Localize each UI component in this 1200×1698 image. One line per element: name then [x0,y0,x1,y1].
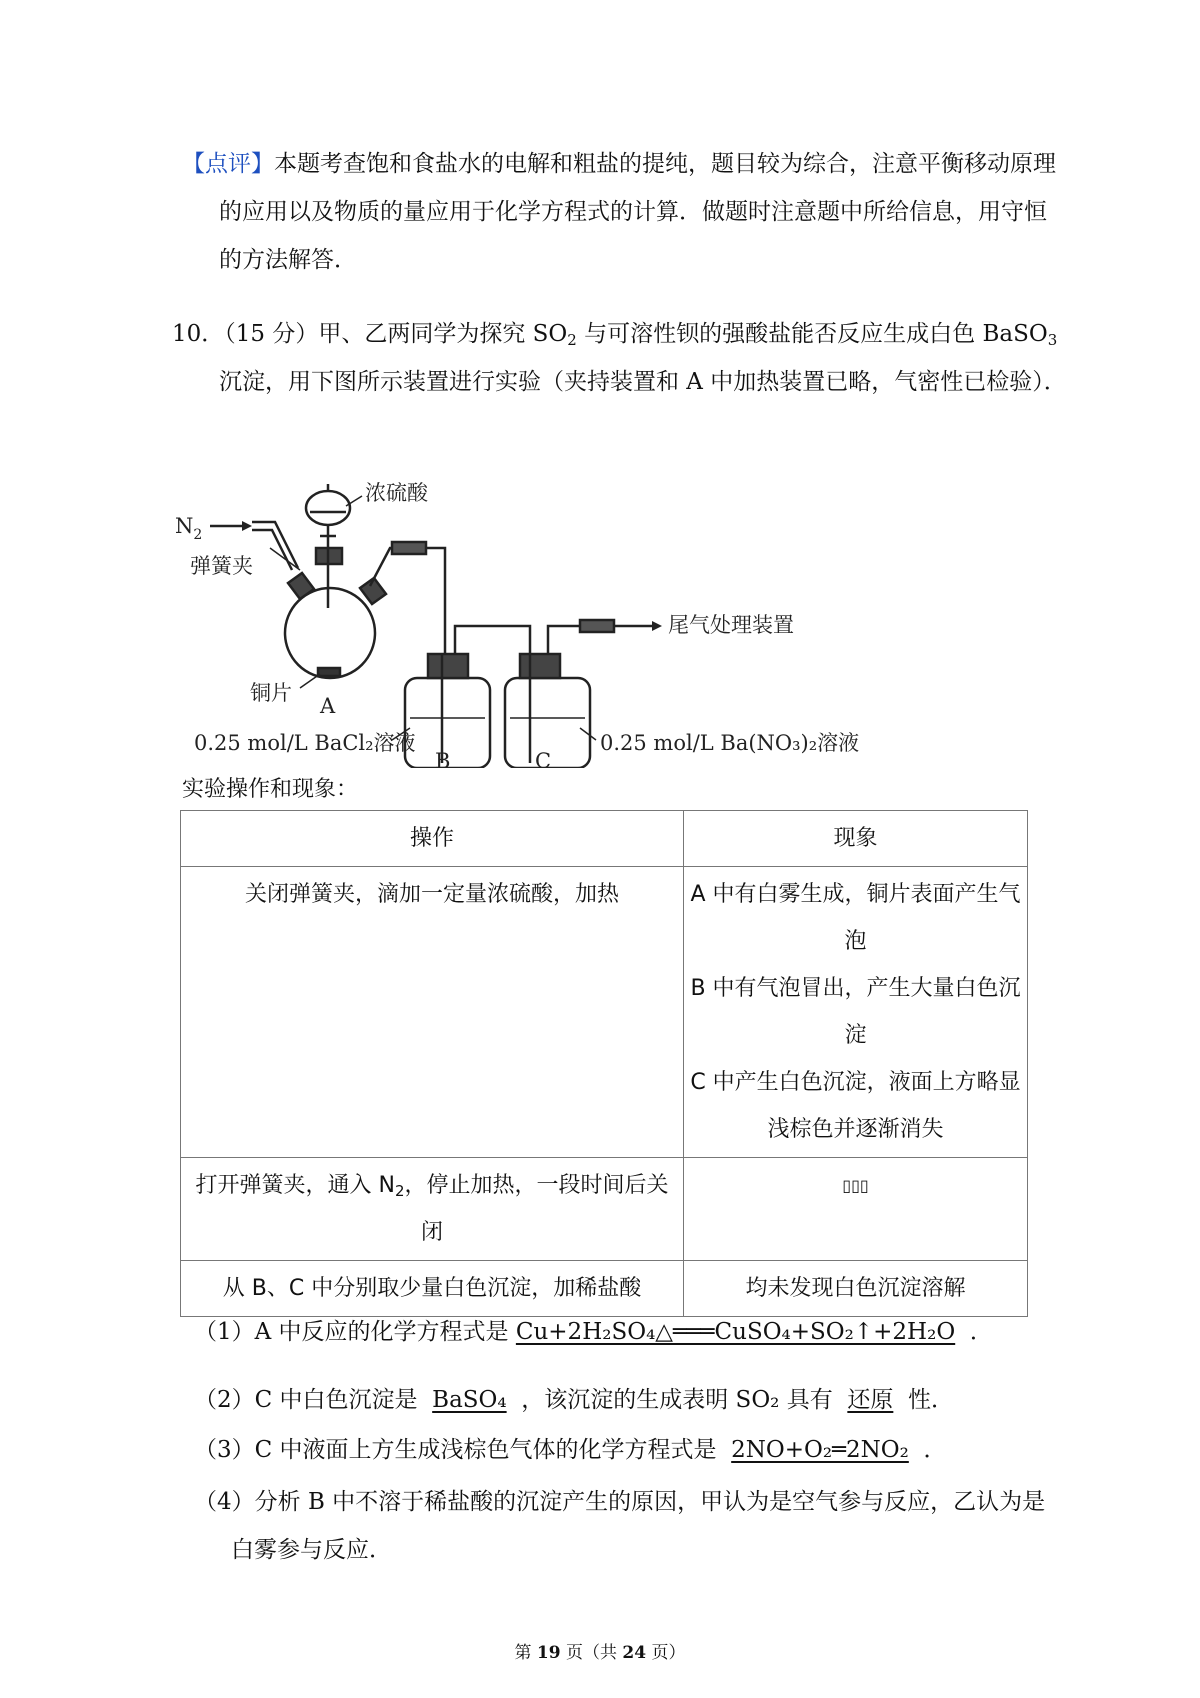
header-phenomenon: 现象 [684,811,1028,867]
n2-label: $N_2$ [175,514,203,543]
answer-1-equation: Cu+2H₂SO₄△═══CuSO₄+SO₂↑+2H₂O [515,1319,956,1345]
table-row [181,1158,1028,1261]
answer-2-middle: ，该沉淀的生成表明 SO₂ 具有 [521,1387,833,1413]
answer-2-prompt: （2）C 中白色沉淀是 [194,1387,418,1413]
row2-operation [181,1158,684,1261]
subscript: 2 [394,1182,405,1200]
row3-phenomenon: 均未发现白色沉淀溶解 [684,1261,1028,1317]
row2-phenomenon: ▯▯▯ [684,1158,1028,1261]
flask-a [285,588,375,678]
stopper [288,573,314,599]
label-a: A [320,694,336,718]
review-tag: 【点评】 [182,151,274,177]
table-caption: 实验操作和现象： [182,777,359,802]
total-pages: 24 [622,1643,647,1663]
footer-text: 页（共 [560,1643,623,1663]
row2-op-text: 打开弹簧夹，通入 N [195,1173,395,1198]
row1-operation: 关闭弹簧夹，滴加一定量浓硫酸，加热 [181,867,684,1158]
row1-phenomenon [684,867,1028,1158]
question-text-1: 甲、乙两同学为探究 SO [318,321,568,347]
subscript: 3 [1047,331,1058,349]
header-operation: 操作 [181,811,684,867]
label-c: C [535,749,552,768]
copper-label: 铜片 [250,681,292,705]
review-text: 本题考查饱和食盐水的电解和粗盐的提纯，题目较为综合，注意平衡移动原理的应用以及物质的量应用于化学方程式的计算．做题时注意题中所给信息，用守恒的方法解答． [219,151,1056,273]
footer-text: 页） [646,1643,686,1663]
question-text-2: 与可溶性钡的强酸盐能否反应生成白色 BaSO [576,321,1048,347]
question-score: （15 分） [224,321,319,347]
question-number: 10． [172,321,225,347]
answer-1-end: ． [969,1319,993,1345]
exhaust-label: 尾气处理装置 [668,613,794,637]
experiment-table [180,810,1028,1317]
clamp-label: 弹簧夹 [190,554,253,578]
answer-2-property: 还原 [847,1387,894,1413]
footer-text: 第 [514,1643,537,1663]
acid-label: 浓硫酸 [365,481,428,505]
separatory-funnel [306,491,350,525]
answer-1 [194,1306,1042,1358]
page-number: 19 [536,1643,561,1663]
phenomenon-b: B 中有气泡冒出，产生大量白色沉淀 [690,976,1021,1048]
answer-3-equation: 2NO+O₂═2NO₂ [731,1437,909,1463]
solution-c-label: 0.25 mol/L Ba(NO₃)₂溶液 [600,731,860,755]
apparatus-diagram [170,478,890,768]
phenomenon-c: C 中产生白色沉淀，液面上方略显浅棕色并逐渐消失 [690,1070,1021,1142]
answer-3-end: ． [923,1437,947,1463]
phenomenon-a: A 中有白雾生成，铜片表面产生气泡 [690,882,1021,954]
question-text-3: 沉淀，用下图所示装置进行实验（夹持装置和 A 中加热装置已略，气密性已检验）． [219,369,1067,395]
answer-3-prompt: （3）C 中液面上方生成浅棕色气体的化学方程式是 [194,1437,717,1463]
page-footer [0,1638,1200,1663]
answer-1-prompt: （1）A 中反应的化学方程式是 [194,1319,509,1345]
answer-2-precipitate: BaSO₄ [432,1387,507,1413]
table-row [181,867,1028,1158]
label-b: B [435,749,451,768]
answer-2 [194,1376,1042,1424]
question-stem [172,310,1077,406]
answer-3 [194,1426,1042,1474]
subscript: 2 [567,331,577,349]
solution-b-label: 0.25 mol/L BaCl₂溶液 [194,731,416,755]
answer-2-end: 性． [907,1387,954,1413]
copper-piece [318,668,340,676]
answer-4: （4）分析 B 中不溶于稀盐酸的沉淀产生的原因，甲认为是空气参与反应，乙认为是白雾参与反应． [194,1489,1046,1563]
row2-op-text-2: ，停止加热，一段时间后关闭 [404,1173,669,1245]
row3-operation: 从 B、C 中分别取少量白色沉淀，加稀盐酸 [181,1261,684,1317]
review-comment [182,140,1067,284]
